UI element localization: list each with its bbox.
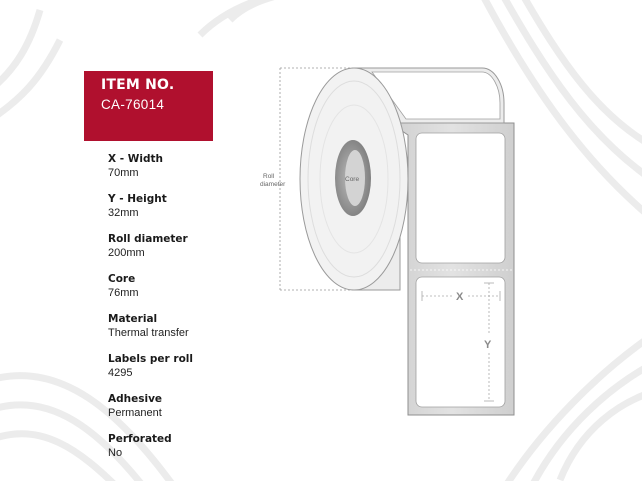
label-2 <box>416 133 505 263</box>
spec-label: Labels per roll <box>108 353 193 365</box>
spec-value: 76mm <box>108 287 139 299</box>
item-number-code: CA-76014 <box>101 97 165 112</box>
spec-label: Adhesive <box>108 393 163 405</box>
x-dimension-label: X <box>456 291 464 303</box>
spec-label: Perforated <box>108 433 172 445</box>
spec-core <box>108 273 258 300</box>
spec-value: Permanent <box>108 407 162 419</box>
spec-label: X - Width <box>108 153 163 165</box>
spec-label: Core <box>108 273 136 285</box>
spec-height <box>108 193 258 220</box>
spec-value: Thermal transfer <box>108 327 189 339</box>
spec-value: 4295 <box>108 367 133 379</box>
spec-label: Y - Height <box>108 193 167 205</box>
spec-value: 70mm <box>108 167 139 179</box>
roll-label-line2: diameter <box>260 181 286 188</box>
label-roll-illustration <box>260 55 540 425</box>
spec-perforated <box>108 433 258 460</box>
spec-label: Material <box>108 313 158 325</box>
spec-adhesive <box>108 393 258 420</box>
spec-material <box>108 313 258 340</box>
item-number-box <box>84 71 213 141</box>
spec-list <box>108 153 258 473</box>
spec-width <box>108 153 258 180</box>
roll-label-line1: Roll <box>263 173 275 180</box>
spec-labels-per-roll <box>108 353 258 380</box>
spec-value: 200mm <box>108 247 145 259</box>
spec-value: 32mm <box>108 207 139 219</box>
core-label: Core <box>345 176 360 183</box>
y-dimension-label: Y <box>484 339 492 351</box>
spec-roll-diameter <box>108 233 258 260</box>
spec-value: No <box>108 447 123 459</box>
item-number-heading: ITEM NO. <box>101 77 175 93</box>
spec-label: Roll diameter <box>108 233 188 245</box>
